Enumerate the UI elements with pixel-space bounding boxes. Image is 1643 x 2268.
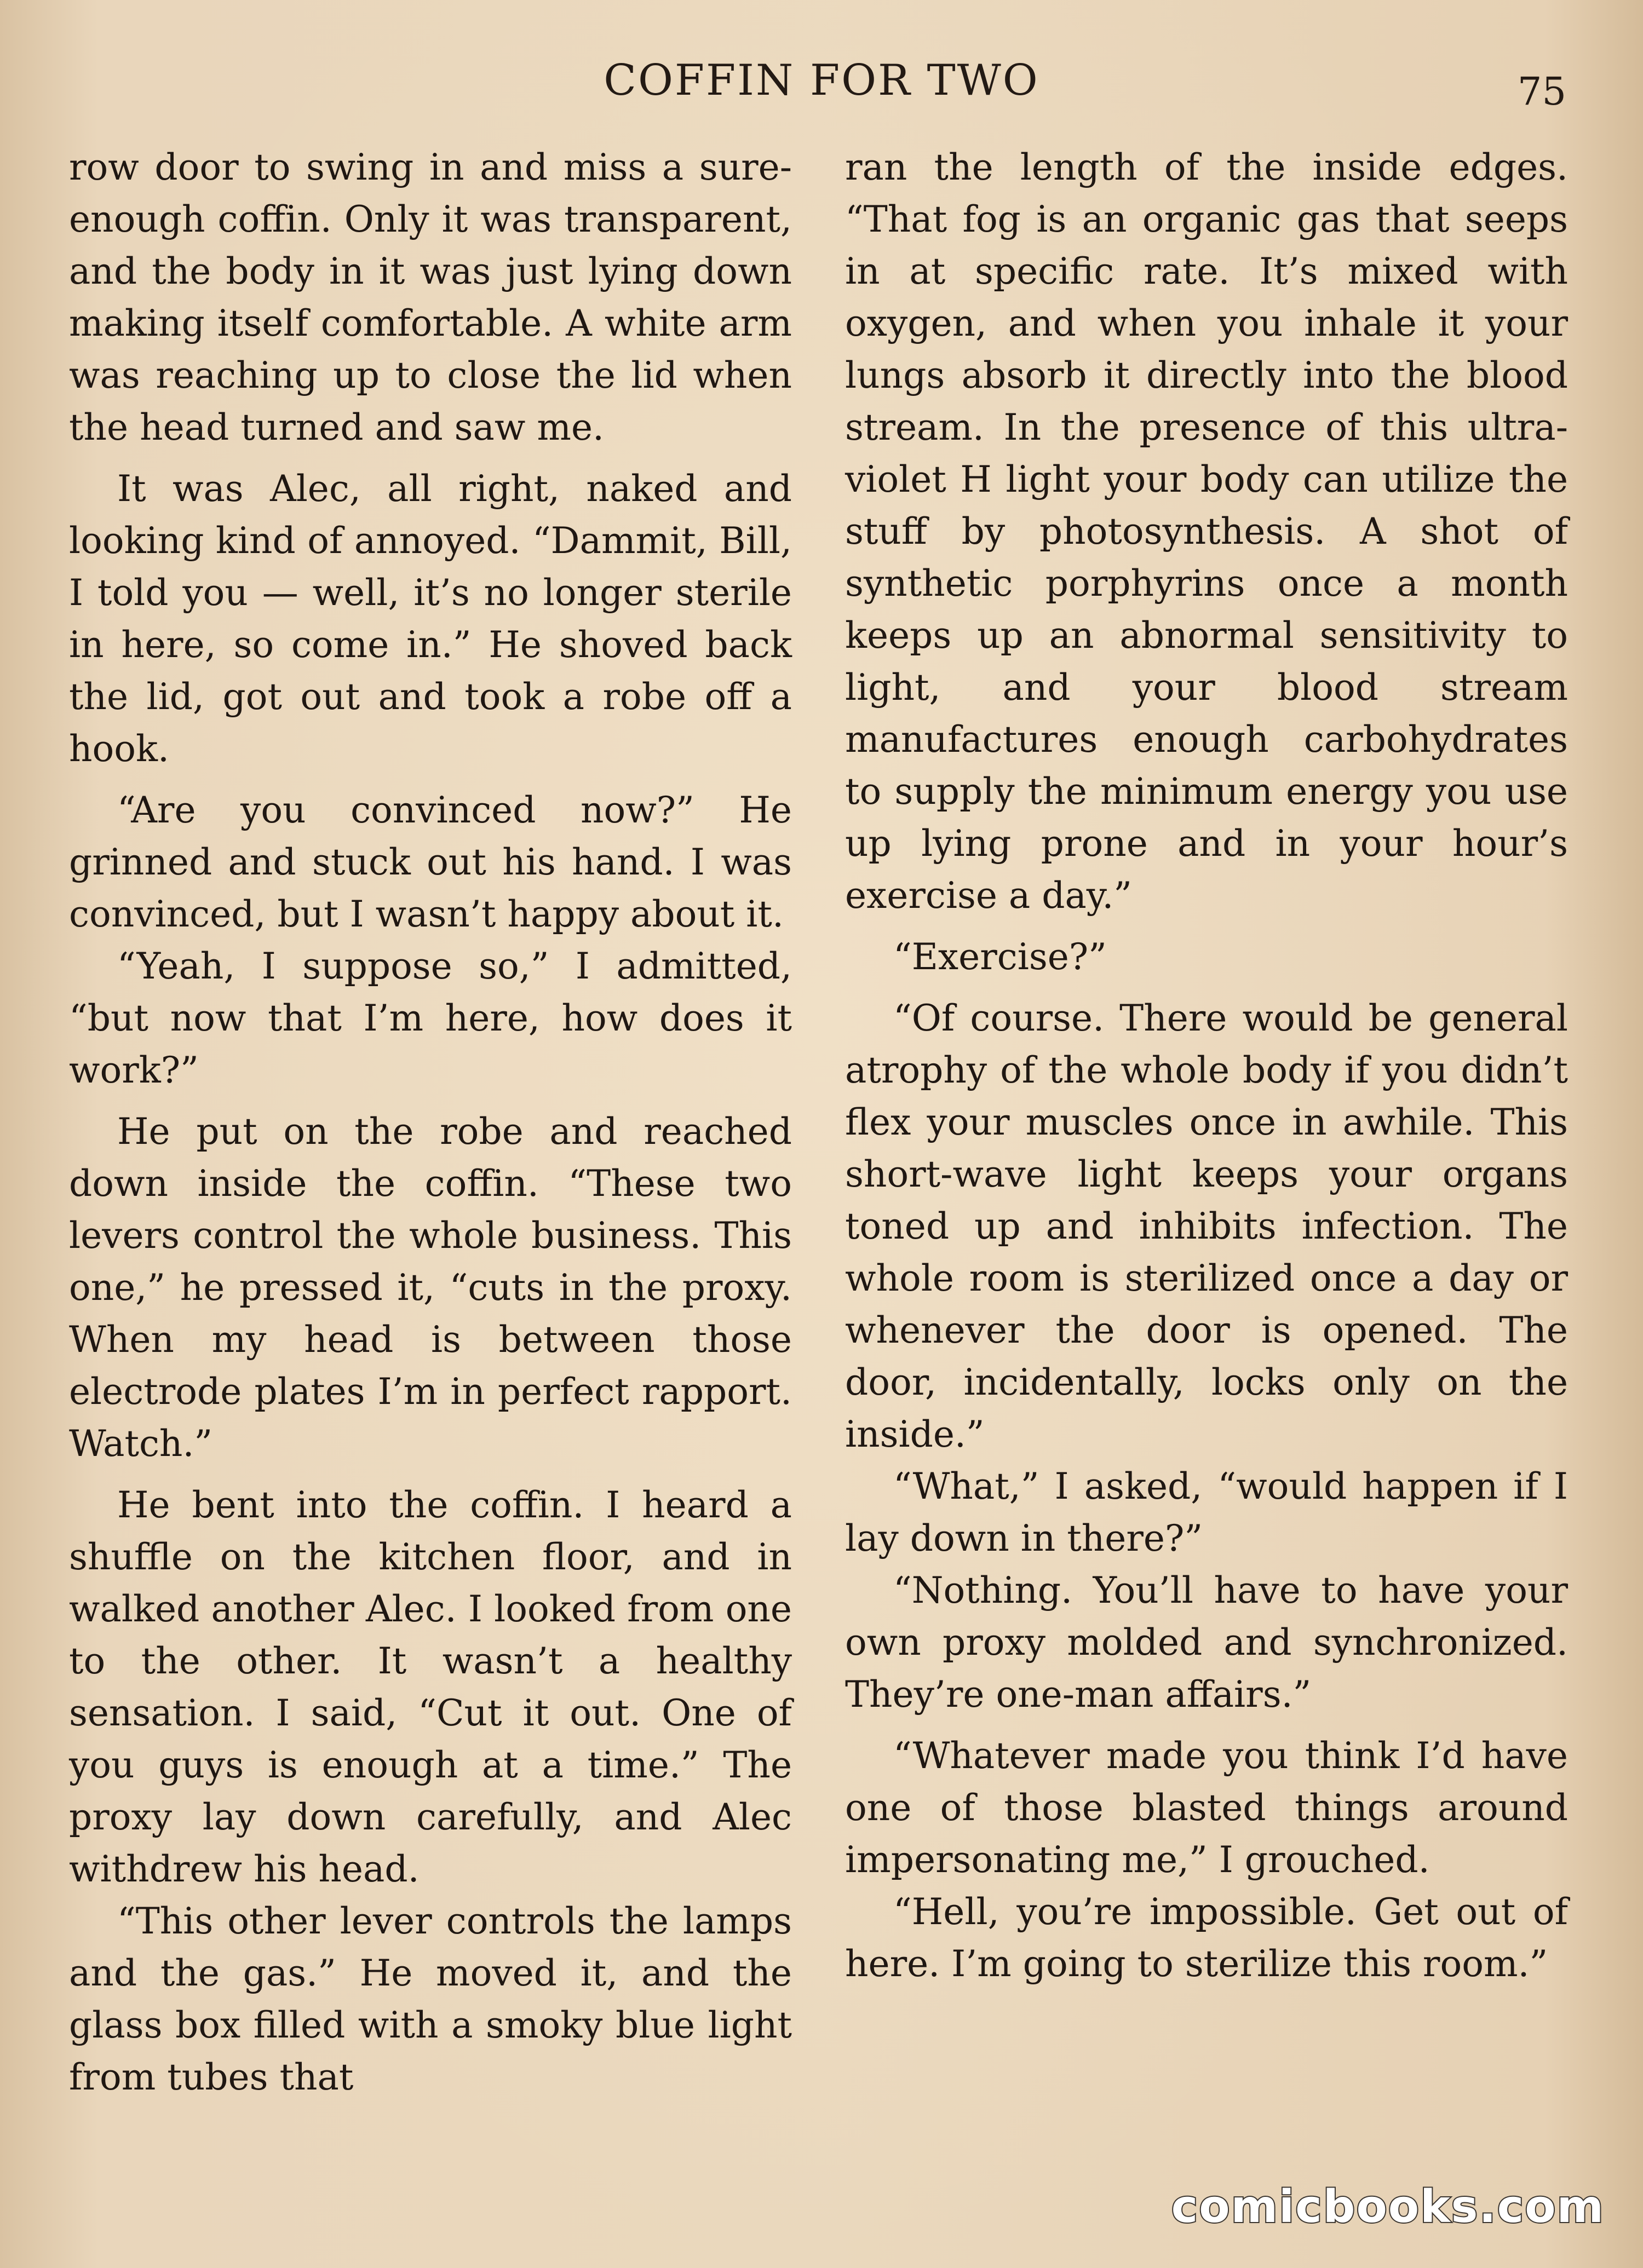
running-head-title: COFFIN FOR TWO — [604, 56, 1039, 105]
paragraph: “Nothing. You’ll have to have your own proxy molded and synchronized. They’re one-man affairs.” — [845, 1569, 1568, 1716]
paragraph: “Exercise?” — [893, 936, 1107, 978]
paragraph: He put on the robe and reached down inside the coffin. “These two levers control the whole business. This one,” he pressed it, “cuts in the proxy. When my head is between those electrode plates I’m in perfect rapport. Watch.” — [69, 1110, 792, 1465]
paragraph: “Hell, you’re impossible. Get out of here. I’m going to sterilize this room.” — [845, 1891, 1568, 1985]
paragraph: “This other lever controls the lamps and the gas.” He moved it, and the glass box filled with a smoky blue light from tubes that — [69, 1900, 792, 2098]
paragraph: row door to swing in and miss a sure-enough coffin. Only it was transparent, and the body in it was just lying down making itself comfortable. A white arm was reaching up to close the lid when the head turned and saw me. — [69, 146, 792, 448]
paragraph: “Whatever made you think I’d have one of those blasted things around impersonating me,” I grouched. — [845, 1735, 1568, 1881]
paragraph: It was Alec, all right, naked and looking kind of annoyed. “Dammit, Bill, I told you — well, it’s no longer sterile in here, so come in.” He shoved back the lid, got out and took a robe off a hook. — [69, 468, 792, 770]
paragraph: He bent into the coffin. I heard a shuffle on the kitchen floor, and in walked another Alec. I looked from one to the other. It wasn’t a healthy sensation. I said, “Cut it out. One of you guys is enough at a time.” The proxy lay down carefully, and Alec withdrew his head. — [69, 1484, 792, 1890]
paragraph: “Yeah, I suppose so,” I admitted, “but now that I’m here, how does it work?” — [69, 945, 792, 1091]
watermark-logo: comicbooks.com — [1171, 2181, 1605, 2233]
paragraph: “Of course. There would be general atrophy of the whole body if you didn’t flex your muscles once in awhile. This short-wave light keeps your organs toned up and inhibits infection. The whole room is sterilized once a day or whenever the door is opened. The door, incidentally, locks only on the inside.” — [845, 997, 1568, 1455]
paragraph: ran the length of the inside edges. “That fog is an organic gas that seeps in at specific rate. It’s mixed with oxygen, and when you inhale it your lungs absorb it directly into the blood stream. In the presence of this ultra-violet H light your body can utilize the stuff by photosynthesis. A shot of synthetic porphyrins once a month keeps up an abnormal sensitivity to light, and your blood stream manufactures enough carbohydrates to supply the minimum energy you use up lying prone and in your hour’s exercise a day.” — [845, 146, 1568, 917]
left-text-column — [69, 141, 792, 2103]
page-number: 75 — [1517, 69, 1566, 114]
right-text-column — [845, 141, 1568, 1990]
paragraph: “Are you convinced now?” He grinned and stuck out his hand. I was convinced, but I wasn’t happy about it. — [69, 789, 792, 935]
paragraph: “What,” I asked, “would happen if I lay down in there?” — [845, 1465, 1568, 1559]
